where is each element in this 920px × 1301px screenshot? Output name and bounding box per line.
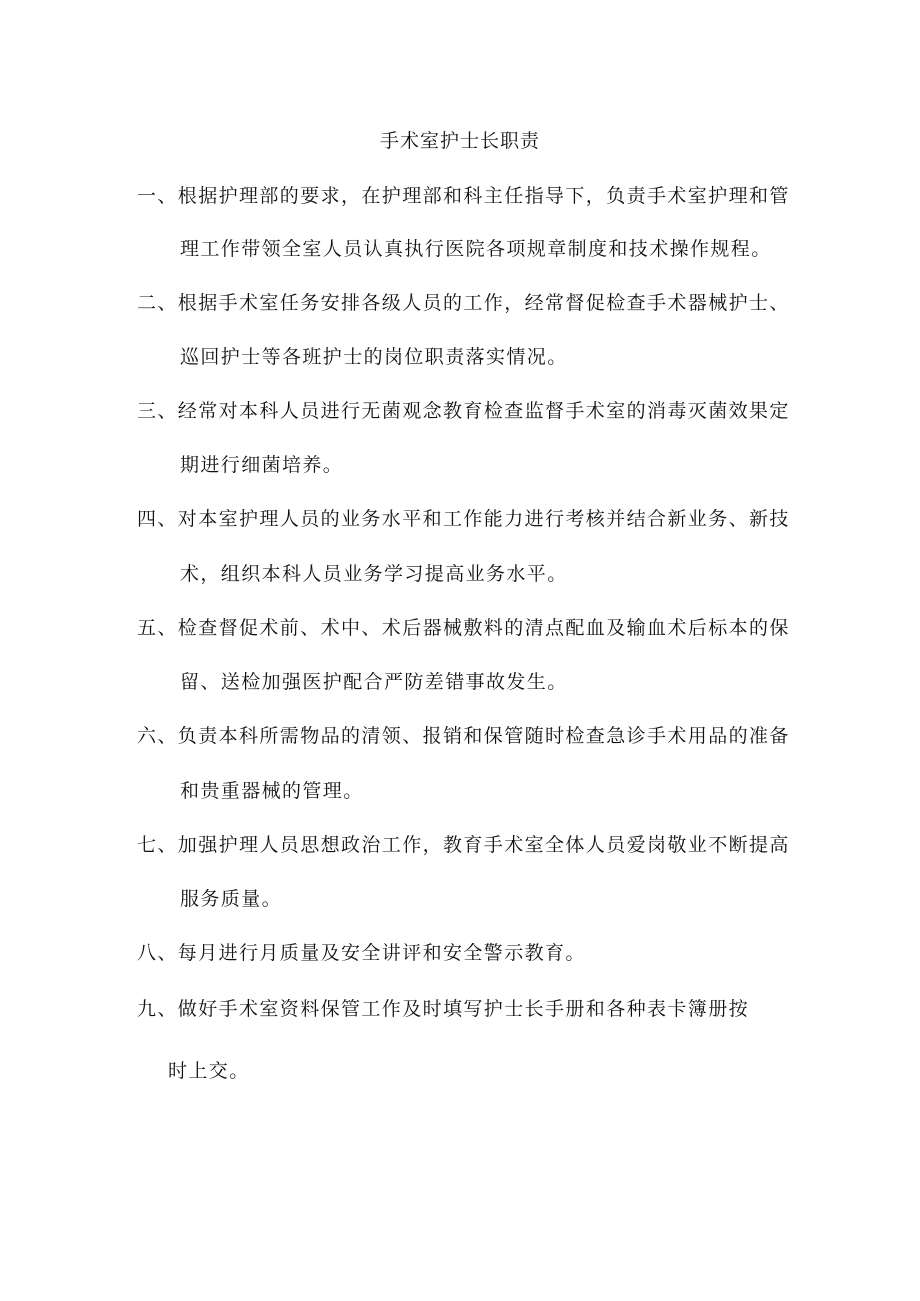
item-4-line-2: 术，组织本科人员业务学习提高业务水平。 (180, 563, 568, 585)
item-4-line-1: 四、对本室护理人员的业务水平和工作能力进行考核并结合新业务、新技 (137, 508, 790, 530)
item-7-line-2: 服务质量。 (180, 888, 283, 910)
item-9-line-1: 九、做好手术室资料保管工作及时填写护士长手册和各种表卡簿册按 (137, 998, 750, 1020)
item-6-line-1: 六、负责本科所需物品的清领、报销和保管随时检查急诊手术用品的准备 (137, 725, 790, 747)
item-7-line-1: 七、加强护理人员思想政治工作，教育手术室全体人员爱岗敬业不断提高 (137, 834, 790, 856)
item-9-line-2: 时上交。 (168, 1060, 250, 1082)
item-1-line-1: 一、根据护理部的要求，在护理部和科主任指导下，负责手术室护理和管 (137, 185, 790, 207)
item-3-line-2: 期进行细菌培养。 (180, 454, 344, 476)
item-5-line-2: 留、送检加强医护配合严防差错事故发生。 (180, 671, 568, 693)
item-1-line-2: 理工作带领全室人员认真执行医院各项规章制度和技术操作规程。 (180, 238, 772, 260)
item-5-line-1: 五、检查督促术前、术中、术后器械敷料的清点配血及输血术后标本的保 (137, 617, 790, 639)
document-title: 手术室护士长职责 (379, 130, 540, 152)
item-2-line-2: 巡回护士等各班护士的岗位职责落实情况。 (180, 346, 568, 368)
item-3-line-1: 三、经常对本科人员进行无菌观念教育检查监督手术室的消毒灭菌效果定 (137, 400, 790, 422)
item-2-line-1: 二、根据手术室任务安排各级人员的工作，经常督促检查手术器械护士、 (137, 292, 790, 314)
item-8-line-1: 八、每月进行月质量及安全讲评和安全警示教育。 (137, 942, 586, 964)
item-6-line-2: 和贵重器械的管理。 (180, 780, 364, 802)
